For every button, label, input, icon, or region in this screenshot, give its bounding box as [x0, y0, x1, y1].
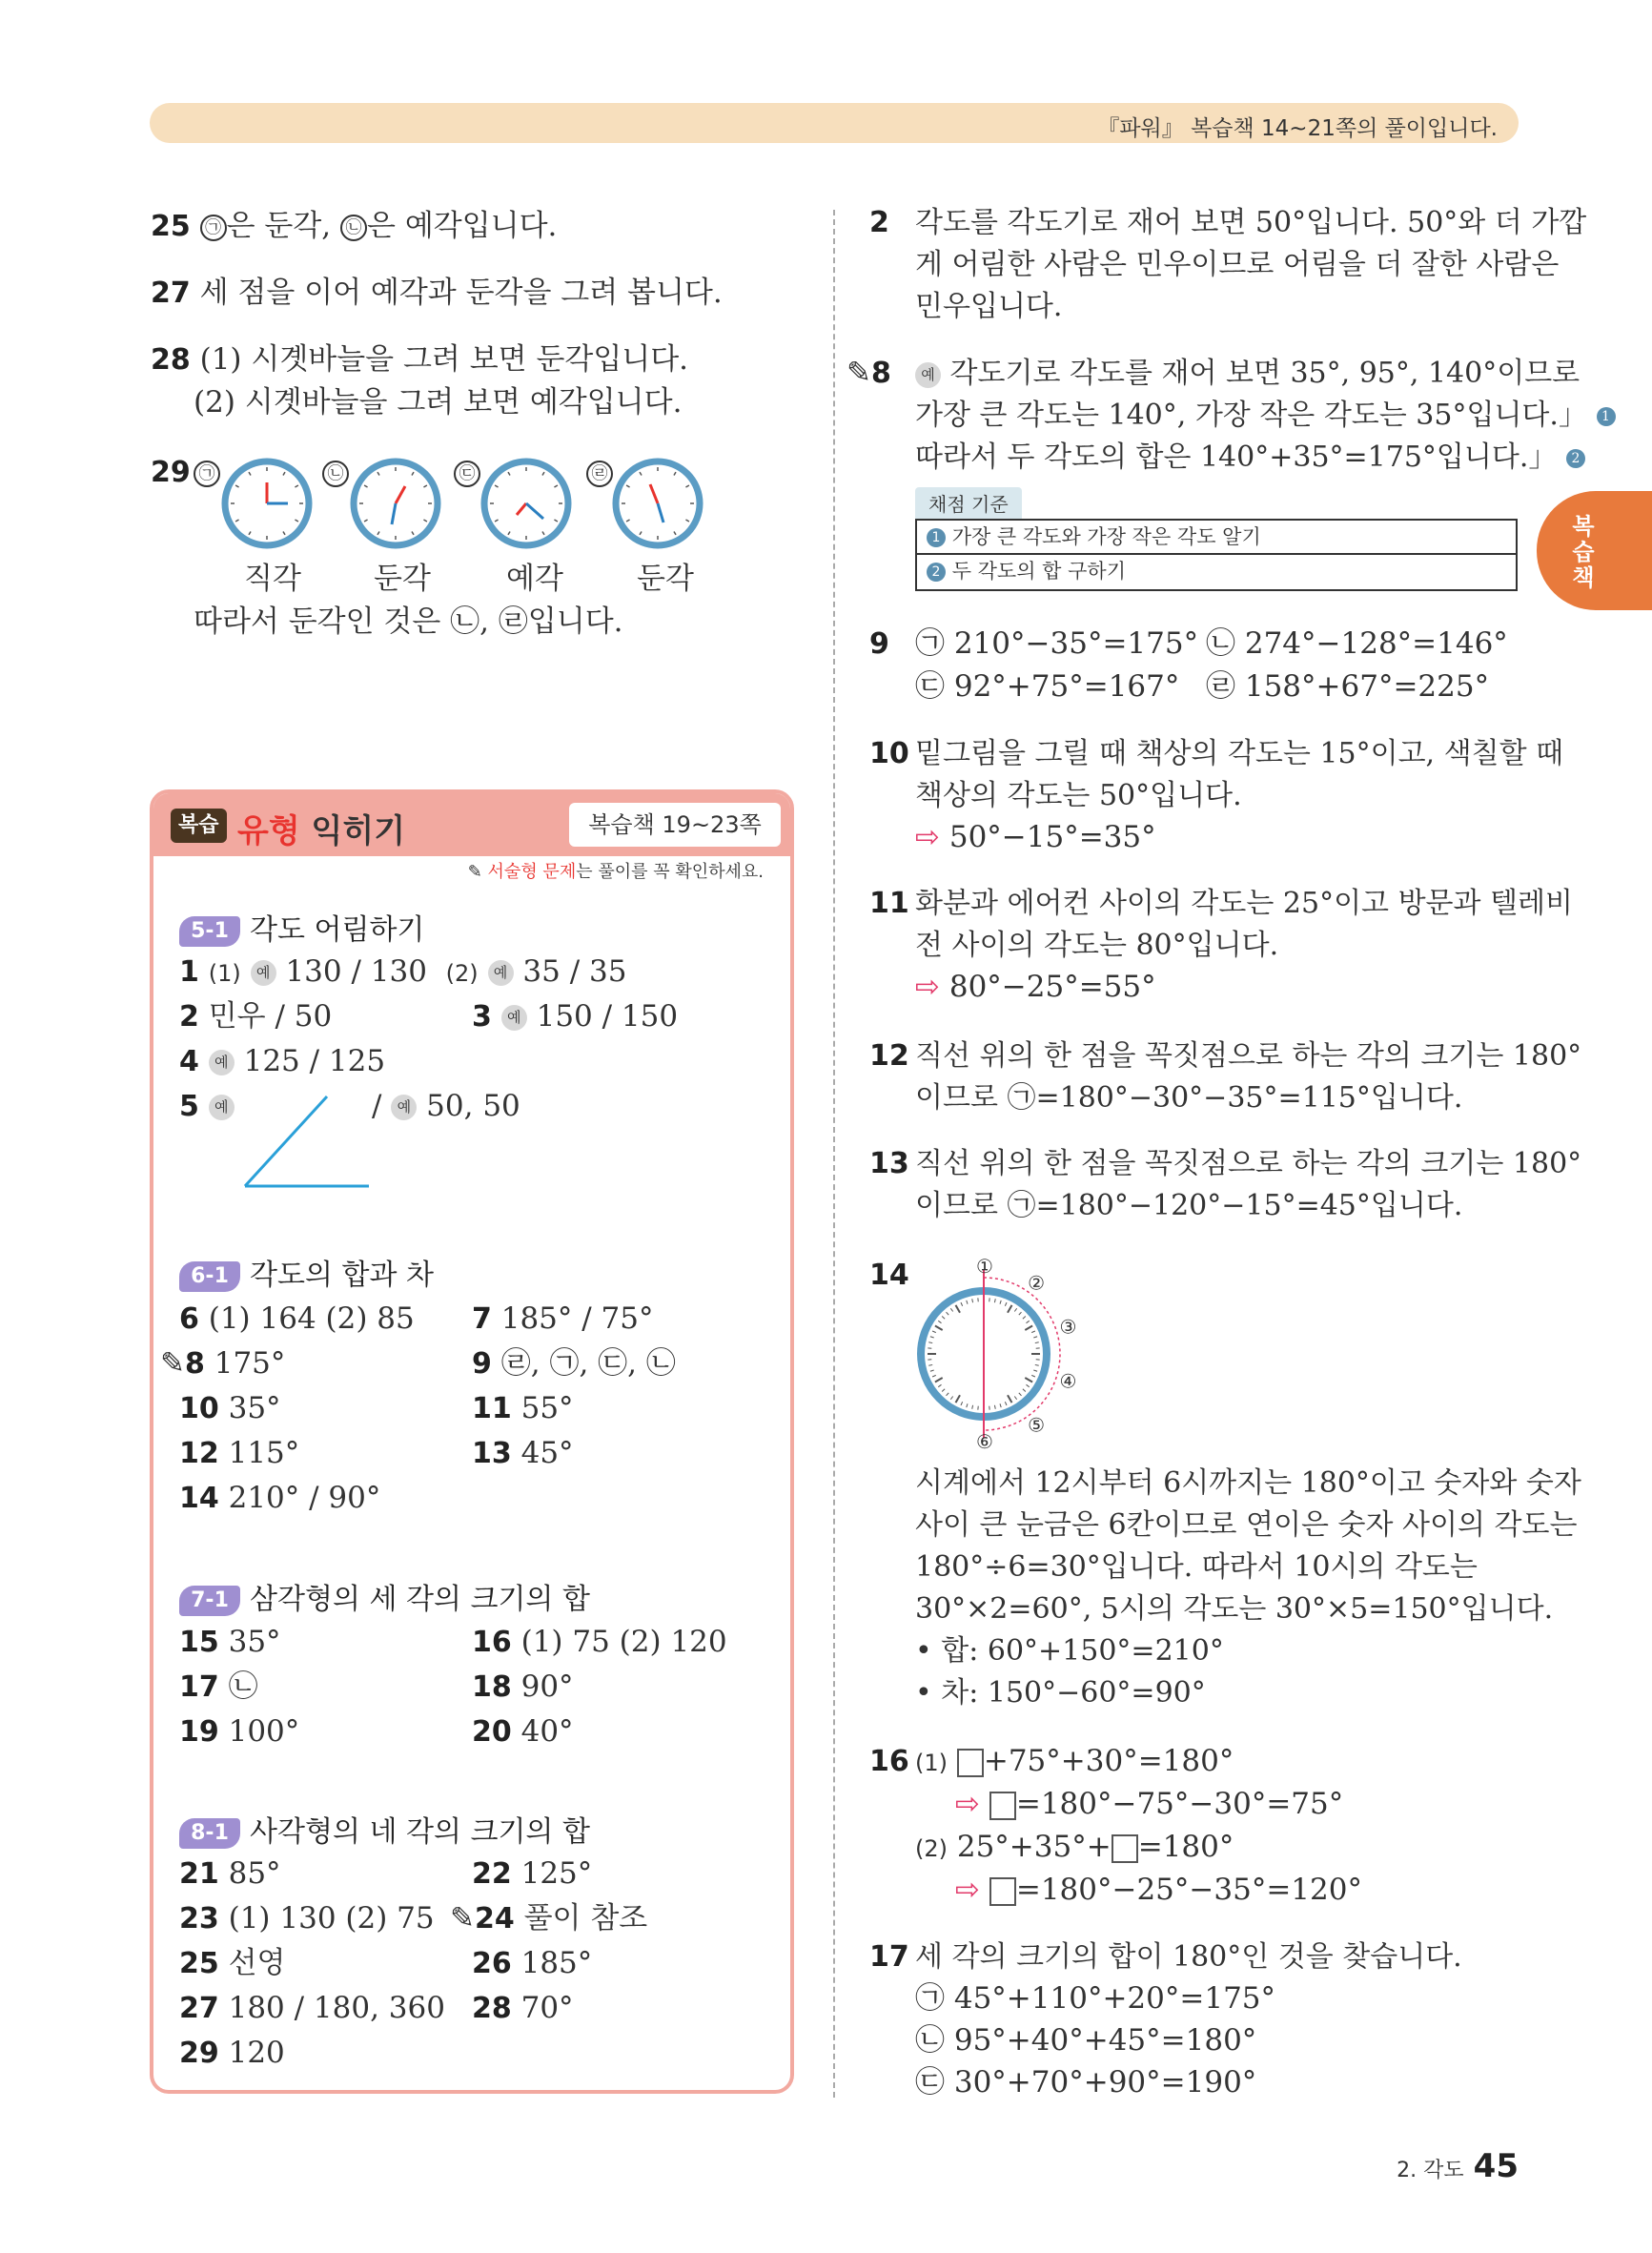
criteria-text: 가장 큰 각도와 가장 작은 각도 알기	[951, 525, 1261, 548]
review-answer-9	[472, 1346, 676, 1381]
right-16	[869, 1747, 909, 1776]
right-13-line1: 직선 위의 한 점을 꼭짓점으로 하는 각의 크기는 180°	[915, 1147, 1582, 1180]
question-number: 7	[472, 1302, 492, 1336]
answer-text: 가장 큰 각도는 140°, 가장 작은 각도는 35°입니다.」	[915, 399, 1587, 432]
part-label: (1)	[915, 1750, 948, 1776]
right-10-line3	[915, 820, 1156, 854]
answer-25	[151, 209, 558, 243]
right-14-diff: • 차: 150°−60°=90°	[915, 1676, 1206, 1710]
right-12-line1: 직선 위의 한 점을 꼭짓점으로 하는 각의 크기는 180°	[915, 1039, 1582, 1073]
review-answer-5-value	[372, 1089, 520, 1123]
answer-value: 115°	[228, 1436, 300, 1470]
answer-value: 130 / 130	[285, 954, 427, 989]
title-highlight: 유형	[237, 812, 300, 850]
right-14-line3: 180°÷6=30°입니다. 따라서 10시의 각도는	[915, 1550, 1478, 1584]
review-answer-5	[179, 1092, 235, 1121]
question-number: 25	[179, 1947, 219, 1980]
circled-label: ㉠	[194, 461, 220, 487]
right-13-line2: 이므로 ㉠=180°−120°−15°=45°입니다.	[915, 1189, 1463, 1222]
question-number: 29	[179, 2037, 219, 2070]
angle-drawing	[243, 1095, 377, 1190]
section-pill: 7-1	[179, 1586, 240, 1616]
answer-value: 90°	[520, 1669, 574, 1704]
part-label: (2)	[915, 1835, 948, 1862]
answer-value: 125 / 125	[243, 1044, 386, 1078]
part-label: (2)	[445, 960, 479, 987]
score-mark: 2	[1566, 449, 1585, 468]
answer-text: 은 예각입니다.	[367, 209, 558, 243]
review-title	[237, 805, 405, 851]
answer-value: 풀이 참조	[523, 1901, 648, 1936]
answer-text: 50°−15°=35°	[948, 820, 1156, 854]
right-9-d: ㉣ 158°+67°=225°	[1206, 669, 1490, 704]
question-number: 4	[179, 1045, 199, 1078]
answer-value: (1) 130 (2) 75	[228, 1901, 435, 1936]
question-number: 20	[472, 1715, 512, 1749]
question-number: 21	[179, 1857, 219, 1891]
answer-value: 150 / 150	[536, 999, 679, 1034]
review-answer-21	[179, 1856, 281, 1891]
circled-label: ㉡	[322, 461, 349, 487]
clock-caption-4: 둔각	[637, 562, 694, 596]
right-8-line3	[915, 442, 1585, 472]
right-11	[869, 889, 909, 918]
clock-label-4	[586, 458, 613, 487]
arrow-icon: ⇨	[955, 1787, 980, 1821]
right-13	[869, 1149, 909, 1178]
blank-box	[989, 1877, 1016, 1906]
answer-29-number	[151, 458, 191, 487]
review-answer-28	[472, 1991, 574, 2025]
question-number: 12	[179, 1437, 219, 1470]
right-8-line2	[915, 400, 1616, 430]
clock-caption-1: 직각	[244, 562, 301, 596]
section-7-1	[179, 1575, 590, 1617]
question-number: 3	[472, 1000, 492, 1034]
section-title: 삼각형의 세 각의 크기의 합	[250, 1583, 590, 1616]
question-number: 27	[151, 277, 191, 310]
section-title: 사각형의 네 각의 크기의 합	[250, 1815, 590, 1849]
review-answer-16	[472, 1625, 727, 1659]
page-footer	[1397, 2147, 1519, 2185]
review-answer-12	[179, 1436, 300, 1470]
answer-value: 125°	[520, 1856, 593, 1891]
question-number: 13	[869, 1147, 909, 1180]
question-number: 16	[472, 1626, 512, 1659]
answer-27	[151, 278, 723, 308]
review-page-range: 복습책 19~23쪽	[569, 803, 781, 847]
answer-value: 40°	[520, 1714, 574, 1749]
note-text: 는 풀이를 꼭 확인하세요.	[576, 862, 764, 882]
right-17-line0: 세 각의 크기의 합이 180°인 것을 찾습니다.	[915, 1940, 1462, 1974]
review-answer-15	[179, 1625, 281, 1659]
right-9-c: ㉢ 92°+75°=167°	[915, 669, 1180, 704]
division-mark: ④	[1059, 1369, 1077, 1393]
answer-28	[151, 342, 689, 377]
review-answer-24	[450, 1901, 648, 1936]
answer-value: 45°	[520, 1436, 574, 1470]
answer-28-line2: (2) 시곗바늘을 그려 보면 예각입니다.	[194, 385, 683, 420]
example-badge: 예	[488, 960, 514, 986]
score-mark: 1	[927, 528, 946, 547]
question-number: 29	[151, 456, 191, 489]
answer-value: 120	[228, 2036, 285, 2070]
criteria-row	[915, 555, 1518, 591]
answer-text: 각도기로 각도를 재어 보면 35°, 95°, 140°이므로	[949, 357, 1581, 390]
arrow-icon: ⇨	[915, 820, 940, 854]
division-mark: ⑤	[1028, 1413, 1046, 1437]
question-number: 14	[869, 1259, 909, 1292]
review-answer-26	[472, 1946, 593, 1980]
right-10-line1: 밑그림을 그릴 때 책상의 각도는 15°이고, 색칠할 때	[915, 737, 1564, 770]
review-answer-8	[160, 1346, 286, 1381]
clock-label-3	[454, 458, 480, 487]
part-label: (1)	[208, 960, 241, 987]
right-17-c: ㉢ 30°+70°+90°=190°	[915, 2065, 1257, 2099]
right-10	[869, 739, 909, 768]
question-number: 9	[869, 627, 889, 661]
question-number: 10	[179, 1392, 219, 1425]
right-14-line1: 시계에서 12시부터 6시까지는 180°이고 숫자와 숫자	[915, 1466, 1581, 1500]
review-answer-25	[179, 1946, 286, 1980]
example-badge: 예	[501, 1005, 527, 1031]
section-6-1	[179, 1251, 434, 1293]
answer-value: 55°	[520, 1391, 574, 1425]
review-answer-10	[179, 1391, 281, 1425]
pencil-icon: ✎	[846, 356, 871, 390]
right-2-line2: 게 어림한 사람은 민우이므로 어림을 더 잘한 사람은	[915, 248, 1560, 281]
review-answer-22	[472, 1856, 593, 1891]
angle-ray	[245, 1096, 327, 1186]
question-number: 11	[472, 1392, 512, 1425]
question-number: 1	[179, 955, 199, 989]
equation: =180°−25°−35°=120°	[1015, 1873, 1362, 1907]
question-number: 6	[179, 1302, 199, 1336]
right-17-a: ㉠ 45°+110°+20°=175°	[915, 1981, 1276, 2016]
example-badge: 예	[209, 1050, 235, 1075]
review-answer-20	[472, 1714, 574, 1749]
circled-label: ㉡	[340, 215, 367, 241]
question-number: 19	[179, 1715, 219, 1749]
review-answer-13	[472, 1436, 574, 1470]
review-answer-2	[179, 999, 333, 1034]
clock-label-2	[322, 458, 349, 487]
question-number: 28	[151, 343, 191, 377]
right-11-line1: 화분과 에어컨 사이의 각도는 25°이고 방문과 텔레비	[915, 887, 1573, 920]
right-11-line2: 전 사이의 각도는 80°입니다.	[915, 929, 1279, 962]
question-number: 12	[869, 1039, 909, 1073]
right-14-sum: • 합: 60°+150°=210°	[915, 1634, 1224, 1668]
question-number: 18	[472, 1670, 512, 1704]
example-badge: 예	[209, 1095, 235, 1120]
circled-label: ㉣	[586, 461, 613, 487]
section-title: 각도 어림하기	[250, 913, 425, 947]
question-number: 24	[474, 1902, 515, 1936]
answer-value: 185° / 75°	[500, 1301, 654, 1336]
right-17-b: ㉡ 95°+40°+45°=180°	[915, 2023, 1257, 2058]
answer-value: 35 / 35	[522, 954, 627, 989]
answer-value: 70°	[520, 1991, 574, 2025]
chapter-label: 2. 각도	[1397, 2159, 1464, 2182]
answer-value: 210° / 90°	[228, 1481, 381, 1515]
answer-value: ㉣, ㉠, ㉢, ㉡	[500, 1346, 676, 1381]
right-8	[846, 358, 891, 388]
clock-label-1	[194, 458, 220, 487]
right-12	[869, 1041, 909, 1071]
right-9-a: ㉠ 210°−35°=175°	[915, 626, 1199, 661]
answer-value: (1) 164 (2) 85	[208, 1301, 415, 1336]
example-badge: 예	[391, 1095, 417, 1120]
note-highlight: 서술형 문제	[487, 862, 577, 882]
review-answer-4	[179, 1044, 386, 1078]
question-number: 2	[179, 1000, 199, 1034]
clock-caption-3: 예각	[506, 562, 563, 596]
question-number: 2	[869, 206, 889, 239]
circled-label: ㉢	[454, 461, 480, 487]
equation: 25°+35°+	[956, 1830, 1112, 1864]
right-9	[869, 629, 889, 659]
example-badge: 예	[915, 362, 941, 388]
section-8-1	[179, 1808, 590, 1850]
division-mark: ⑥	[976, 1430, 993, 1449]
question-number: 15	[179, 1626, 219, 1659]
right-11-line3	[915, 970, 1156, 1004]
question-number: 17	[179, 1670, 219, 1704]
review-answer-17	[179, 1669, 258, 1704]
answer-text: 은 둔각,	[226, 209, 341, 243]
answer-value: (1) 75 (2) 120	[520, 1625, 727, 1659]
question-number: 14	[179, 1482, 219, 1515]
right-14-line2: 사이 큰 눈금은 6칸이므로 연이은 숫자 사이의 각도는	[915, 1508, 1578, 1542]
answer-value: 175°	[214, 1346, 286, 1381]
answer-value: 100°	[228, 1714, 300, 1749]
criteria-text: 두 각도의 합 구하기	[951, 560, 1127, 583]
separator: /	[372, 1089, 382, 1123]
answer-text: 따라서 두 각도의 합은 140°+35°=175°입니다.」	[915, 440, 1558, 474]
right-14	[869, 1260, 909, 1290]
example-badge: 예	[251, 960, 276, 986]
right-17	[869, 1942, 909, 1972]
question-number: 8	[870, 357, 891, 390]
question-number: 17	[869, 1940, 909, 1974]
answer-value: 35°	[228, 1391, 281, 1425]
criteria-row	[915, 519, 1518, 555]
review-answer-23	[179, 1901, 435, 1936]
review-answer-11	[472, 1391, 574, 1425]
answer-value: 85°	[228, 1856, 281, 1891]
answer-value: 35°	[228, 1625, 281, 1659]
question-number: 23	[179, 1902, 219, 1936]
question-number: 11	[869, 887, 909, 920]
review-answer-14	[179, 1481, 381, 1515]
division-mark: ②	[1028, 1271, 1046, 1295]
score-mark: 1	[1597, 407, 1616, 426]
question-number: 13	[472, 1437, 512, 1470]
answer-text: (1) 시곗바늘을 그려 보면 둔각입니다.	[199, 342, 689, 377]
answer-value: 180 / 180, 360	[228, 1991, 445, 2025]
arrow-icon: ⇨	[915, 970, 940, 1004]
question-number: 5	[179, 1090, 199, 1123]
answer-text: 세 점을 이어 예각과 둔각을 그려 봅니다.	[199, 276, 723, 310]
review-answer-6	[179, 1301, 415, 1336]
right-16-eq3	[915, 1830, 1234, 1864]
answer-value: 185°	[520, 1946, 593, 1980]
criteria-title: 채점 기준	[915, 487, 1022, 519]
blank-box	[957, 1749, 984, 1777]
division-mark: ①	[976, 1259, 993, 1278]
section-5-1	[179, 906, 424, 948]
banner-text: 『파워』 복습책 14~21쪽의 풀이입니다.	[1097, 116, 1498, 141]
circled-label: ㉠	[200, 215, 227, 241]
page-number: 45	[1473, 2147, 1519, 2185]
section-pill: 8-1	[179, 1818, 240, 1849]
scoring-criteria	[915, 484, 1518, 591]
right-14-line4: 30°×2=60°, 5시의 각도는 30°×5=150°입니다.	[915, 1592, 1554, 1626]
answer-value: ㉡	[228, 1669, 258, 1704]
question-number: 8	[184, 1347, 205, 1381]
review-answer-18	[472, 1669, 574, 1704]
review-header	[153, 793, 790, 856]
review-answer-29	[179, 2038, 285, 2068]
answer-value: 민우 / 50	[208, 999, 333, 1034]
pencil-icon: ✎	[160, 1346, 185, 1381]
equation: =180°−75°−30°=75°	[1015, 1787, 1344, 1821]
section-title: 각도의 합과 차	[250, 1259, 434, 1292]
pencil-icon: ✎	[450, 1901, 475, 1936]
review-answer-7	[472, 1301, 654, 1336]
right-12-line2: 이므로 ㉠=180°−30°−35°=115°입니다.	[915, 1081, 1463, 1115]
question-number: 10	[869, 737, 909, 770]
equation: +75°+30°=180°	[983, 1744, 1234, 1778]
top-banner	[150, 103, 1519, 143]
right-16-eq2	[955, 1787, 1344, 1821]
title-rest: 익히기	[299, 812, 406, 850]
answer-29-conclusion: 따라서 둔각인 것은 ㉡, ㉣입니다.	[194, 604, 623, 639]
right-16-eq1	[915, 1744, 1234, 1778]
section-pill: 5-1	[179, 916, 240, 947]
review-answer-3	[472, 999, 679, 1034]
question-number: 28	[472, 1992, 512, 2025]
pencil-icon: ✎	[467, 862, 482, 882]
column-divider	[833, 210, 835, 2098]
blank-box	[1112, 1834, 1138, 1863]
question-number: 25	[151, 210, 191, 243]
review-badge: 복습	[171, 809, 227, 843]
right-2-line1: 각도를 각도기로 재어 보면 50°입니다. 50°와 더 가깝	[915, 206, 1587, 239]
answer-value: 선영	[228, 1946, 286, 1980]
question-number: 27	[179, 1992, 219, 2025]
right-8-line1	[915, 358, 1580, 388]
division-mark: ③	[1059, 1315, 1077, 1339]
question-number: 16	[869, 1745, 909, 1778]
equation: =180°	[1137, 1830, 1234, 1864]
right-16-eq4	[955, 1875, 1362, 1906]
right-10-line2: 책상의 각도는 50°입니다.	[915, 779, 1242, 812]
right-2-line3: 민우입니다.	[915, 290, 1063, 323]
review-answer-1	[179, 954, 627, 989]
clock-diagram	[906, 1259, 1087, 1449]
answer-text: 80°−25°=55°	[948, 970, 1156, 1004]
question-number: 26	[472, 1947, 512, 1980]
side-tab	[1537, 491, 1652, 610]
score-mark: 2	[927, 563, 946, 582]
question-number: 22	[472, 1857, 512, 1891]
section-pill: 6-1	[179, 1261, 240, 1292]
blank-box	[989, 1792, 1016, 1820]
review-answer-19	[179, 1714, 300, 1749]
right-9-b: ㉡ 274°−128°=146°	[1206, 626, 1508, 661]
right-2	[869, 208, 889, 237]
arrow-icon: ⇨	[955, 1873, 980, 1907]
question-number: 9	[472, 1347, 492, 1381]
answer-value: 50, 50	[426, 1089, 520, 1123]
review-answer-27	[179, 1991, 445, 2025]
clock-caption-2: 둔각	[374, 562, 431, 596]
review-note	[468, 858, 764, 883]
side-tab-label: 복습책	[1572, 513, 1595, 591]
